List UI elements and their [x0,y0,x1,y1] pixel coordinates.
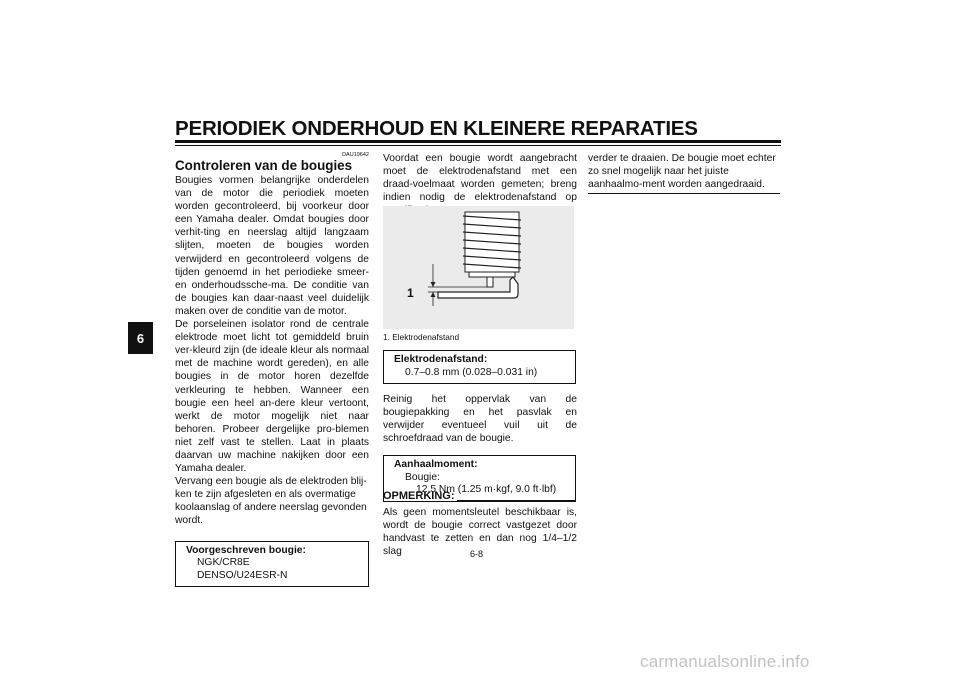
page-number: 6-8 [470,549,484,559]
note-continuation: verder te draaien. De bougie moet echter zo snel mogelijk naar het juiste aanhaalmo-ment worden aangedraaid. [588,153,776,191]
section-code: DAU19642 [342,152,369,158]
spec-label: Bougie: [405,471,440,483]
spec-value: 12.5 Nm (1.25 m·kgf, 9.0 ft·lbf) [416,484,557,496]
spec-box-spark-plug [175,541,369,588]
spec-box-electrode-gap [383,350,576,384]
note-label: OPMERKING: [383,490,455,502]
column-3 [588,152,782,191]
spec-value: NGK/CR8E [197,557,250,569]
title-rule-thin [175,145,781,146]
spark-plug-illustration [383,206,574,329]
paragraph-intro: Bougies vormen belangrijke onderdelen van de motor die periodiek moeten worden gecontroleerd, bij voorkeur door een Yamaha dealer. Omdat bougies door verhit-ting en neerslag altijd langzaam slijten, moeten de bougies worden verwijderd en gecontroleerd volgens de tijden genoemd in het periodieke smeer- en onderhoudssche-ma. De conditie van de bougies kan daar-naast veel duidelijk maken over de conditie van de motor. [175,175,369,317]
spec-title: Voorgeschreven bougie: [186,544,306,556]
spec-value: DENSO/U24ESR-N [197,569,288,581]
figure-caption: 1. Elektrodenafstand [383,332,460,342]
paragraph-insulator: De porseleinen isolator rond de centrale elektrode moet licht tot gemiddeld bruin ver-kleurd zijn (de ideale kleur als normaal met de machine wordt gereden), en alle bougies in de motor horen dezelfde verkleuring te hebben. Wanneer een bougie een heel an-dere kleur vertoont, werkt de motor mogelijk niet naar behoren. Probeer dergelijke pro-blemen niet zelf vast te stellen. Laat in plaats daarvan uw machine nakijken door een Yamaha dealer. [175,319,369,475]
chapter-tab: 6 [128,322,153,354]
paragraph-replace: Vervang een bougie als de elektroden blij-ken te zijn afgesleten en als overmatige koolaanslag of andere neerslag gevonden wordt. [175,476,367,527]
paragraph-clean: Reinig het oppervlak van de bougiepakking en het pasvlak en verwijder eventueel vuil uit de schroefdraad van de bougie. [383,394,577,445]
note-text: Als geen momentsleutel beschikbaar is, wordt de bougie correct vastgezet door handvast te zetten en dan nog 1/4–1/2 slag [383,507,577,558]
page-title: PERIODIEK ONDERHOUD EN KLEINERE REPARATIES [175,117,698,140]
note-end-rule [588,193,780,194]
paragraph-gap-measure: Voordat een bougie wordt aangebracht moet de elektrodenafstand met een draad-voelmaat worden gemeten; breng indien nodig de elektrodenafstand op [383,153,577,204]
spec-title: Aanhaalmoment: [394,459,478,471]
column-2-lower [383,350,577,502]
title-rule [175,140,781,143]
note-rule [457,500,576,501]
section-heading: Controleren van de bougies [175,158,353,173]
figure-callout: 1 [407,286,414,300]
spec-value: 0.7–0.8 mm (0.028–0.031 in) [405,366,538,378]
spec-title: Elektrodenafstand: [394,354,488,365]
note-heading [383,491,575,502]
spark-plug-gap-figure [383,206,574,329]
watermark: carmanualsonline.info [640,652,810,671]
column-1 [175,152,369,587]
